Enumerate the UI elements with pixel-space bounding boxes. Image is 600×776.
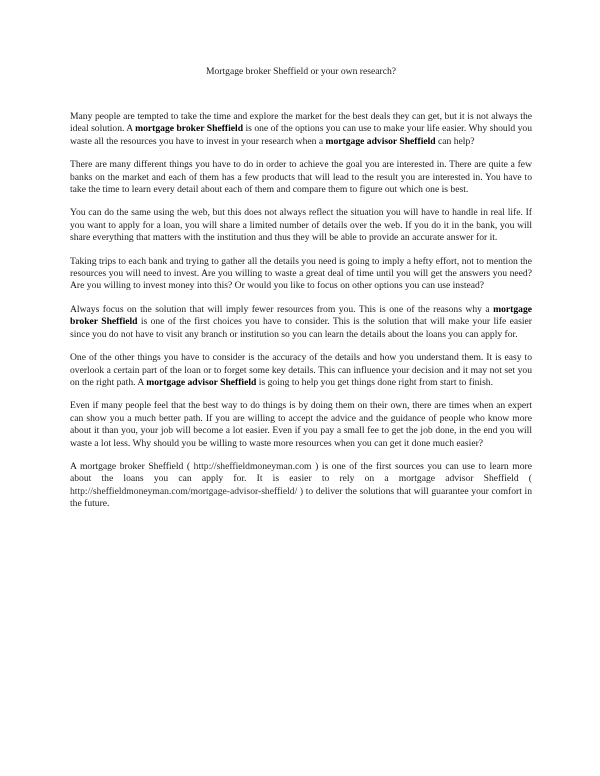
keyword-mortgage-broker: mortgage broker Sheffield — [135, 123, 244, 135]
paragraph-1-text-3: can help? — [435, 135, 475, 147]
keyword-mortgage-broker: mortgage broker Sheffield — [70, 303, 532, 328]
url-link-homepage[interactable]: http://sheffieldmoneyman.com — [193, 460, 312, 472]
paragraph-1-text-2: is one of the options you can use to make your life easier. Why should you waste all the resources you have to invest in your research when a — [70, 123, 532, 147]
paragraph-1-text-1: Many people are tempted to take the time and explore the market for the best deals they can get, but it is not always the ideal solution. A — [70, 111, 532, 135]
paragraph-5 — [70, 304, 532, 341]
page-title: Mortgage broker Sheffield or your own research? — [205, 66, 397, 77]
paragraph-8 — [70, 461, 532, 511]
paragraph-5-text-1: Always focus on the solution that will imply fewer resources from you. This is one of the reasons why a — [70, 303, 494, 315]
keyword-mortgage-advisor: mortgage advisor Sheffield — [146, 376, 257, 388]
url-link-advisor[interactable]: http://sheffieldmoneyman.com/mortgage-advisor-sheffield/ — [70, 485, 298, 497]
keyword-mortgage-advisor: mortgage advisor Sheffield — [325, 135, 436, 147]
paragraph-8-text-1: A mortgage broker Sheffield ( — [70, 460, 194, 472]
paragraph-4: Taking trips to each bank and trying to gather all the details you need is going to imply a hefty effort, not to mention the resources you will need to invest. Are you willing to waste a great deal of time until you will get the answers you need? Are you willing to invest money into this? Or would you like to focus on other options you can use instead? — [70, 255, 532, 292]
paragraph-5-text-2: is one of the first choices you have to consider. This is the solution that will make your life easier since you do not have to visit any branch or institution so you can learn the details about the loans you can apply for. — [70, 316, 533, 340]
paragraph-6 — [70, 352, 532, 389]
paragraph-7: Even if many people feel that the best way to do things is by doing them on their own, there are times when an expert can show you a much better path. If you are willing to accept the advice and the guidance of people who know more about it than you, your job will become a lot easier. Even if you pay a small fee to get the job done, in the end you will waste a lot less. Why should you be willing to waste more resources when you can get it done much easier? — [70, 400, 532, 449]
paragraph-8-text-2: ) is one of the first sources you can use to learn more about the loans you can apply for. It is easier to rely on a mortgage advisor Sheffield ( — [70, 460, 532, 485]
paragraph-1 — [70, 111, 532, 148]
paragraph-2: There are many different things you have to do in order to achieve the goal you are interested in. There are quite a few banks on the market and each of them has a few products that will lead to the result you are interested in. You have to take the time to learn every detail about each of them and compare them to figure out which one is best. — [70, 159, 532, 196]
paragraph-8-text-3: ) to deliver the solutions that will guarantee your comfort in the future. — [70, 485, 532, 510]
paragraph-6-text-2: is going to help you get things done right from start to finish. — [256, 376, 494, 388]
paragraph-6-text-1: One of the other things you have to consider is the accuracy of the details and how you understand them. It is easy to overlook a certain part of the loan or to forget some key details. This can influence your decision and it may not set you on the right path. A — [70, 352, 532, 388]
paragraph-3: You can do the same using the web, but this does not always reflect the situation you will have to handle in real life. If you want to apply for a loan, you will share a limited number of details over the web. If you do it in the bank, you will share everything that matters with the institution and thus they will be able to provide an accurate answer for it. — [70, 207, 532, 244]
